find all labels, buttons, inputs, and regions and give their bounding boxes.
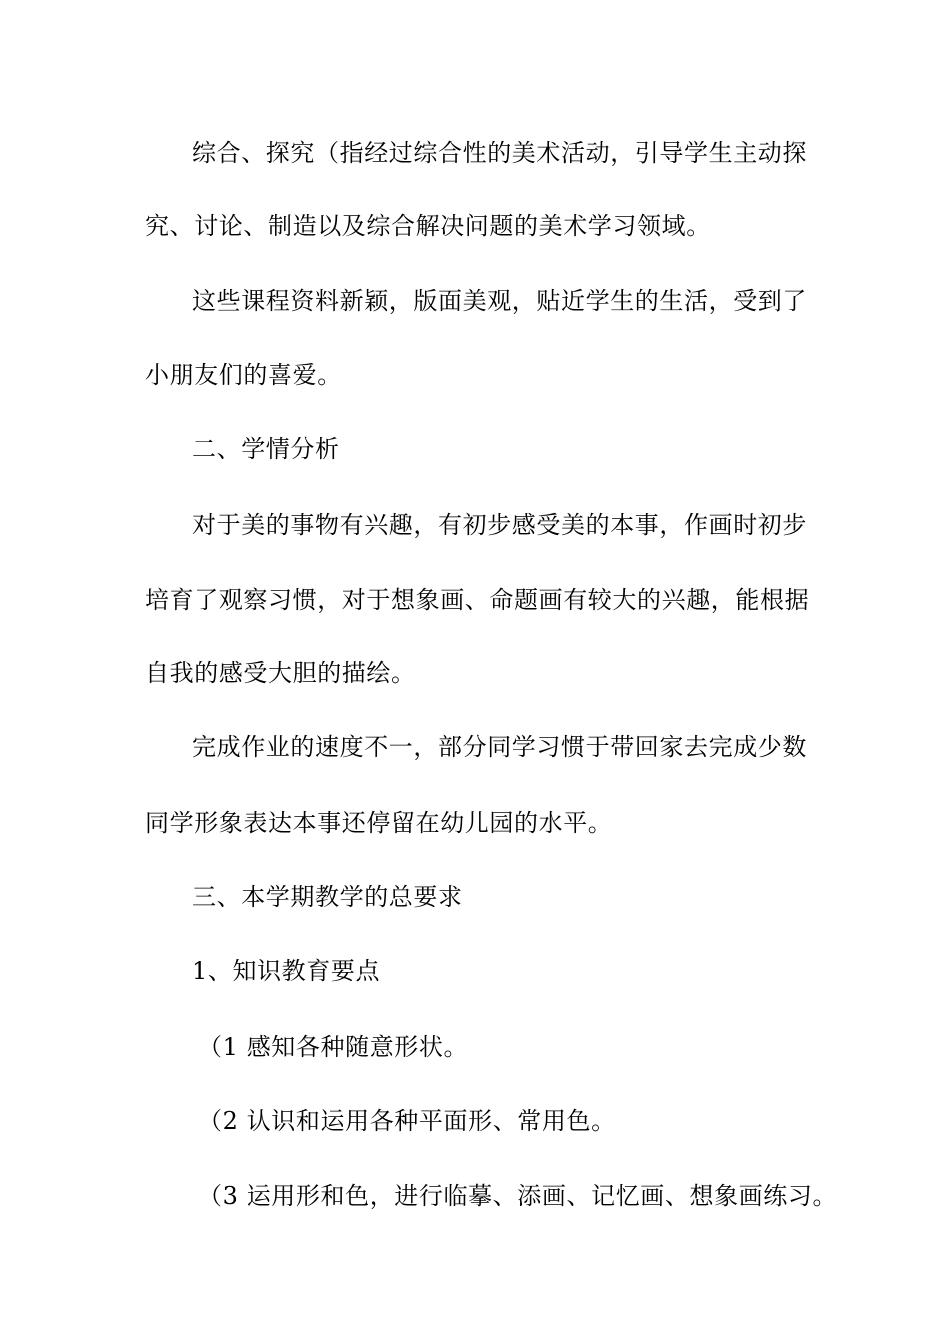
list-item: （2 认识和运用各种平面形、常用色。 xyxy=(198,1107,616,1135)
paragraph-line: 小朋友们的喜爱。 xyxy=(145,361,342,389)
section-heading: 二、学情分析 xyxy=(192,435,340,463)
paragraph-line: 对于美的事物有兴趣，有初步感受美的本事，作画时初步 xyxy=(192,511,807,539)
list-item: （3 运用形和色，进行临摹、添画、记忆画、想象画练习。 xyxy=(198,1182,838,1210)
paragraph-line: 综合、探究（指经过综合性的美术活动，引导学生主动探 xyxy=(192,139,807,167)
paragraph-line: 完成作业的速度不一，部分同学习惯于带回家去完成少数 xyxy=(192,733,807,761)
subsection-heading: 1、知识教育要点 xyxy=(192,957,381,985)
paragraph-line: 自我的感受大胆的描绘。 xyxy=(145,659,416,687)
paragraph-line: 同学形象表达本事还停留在幼儿园的水平。 xyxy=(145,809,613,837)
paragraph-line: 培育了观察习惯，对于想象画、命题画有较大的兴趣，能根据 xyxy=(145,586,810,614)
list-item: （1 感知各种随意形状。 xyxy=(198,1033,469,1061)
section-heading: 三、本学期教学的总要求 xyxy=(192,883,463,911)
paragraph-line: 究、讨论、制造以及综合解决问题的美术学习领域。 xyxy=(145,212,711,240)
paragraph-line: 这些课程资料新颖，版面美观，贴近学生的生活，受到了 xyxy=(192,287,807,315)
